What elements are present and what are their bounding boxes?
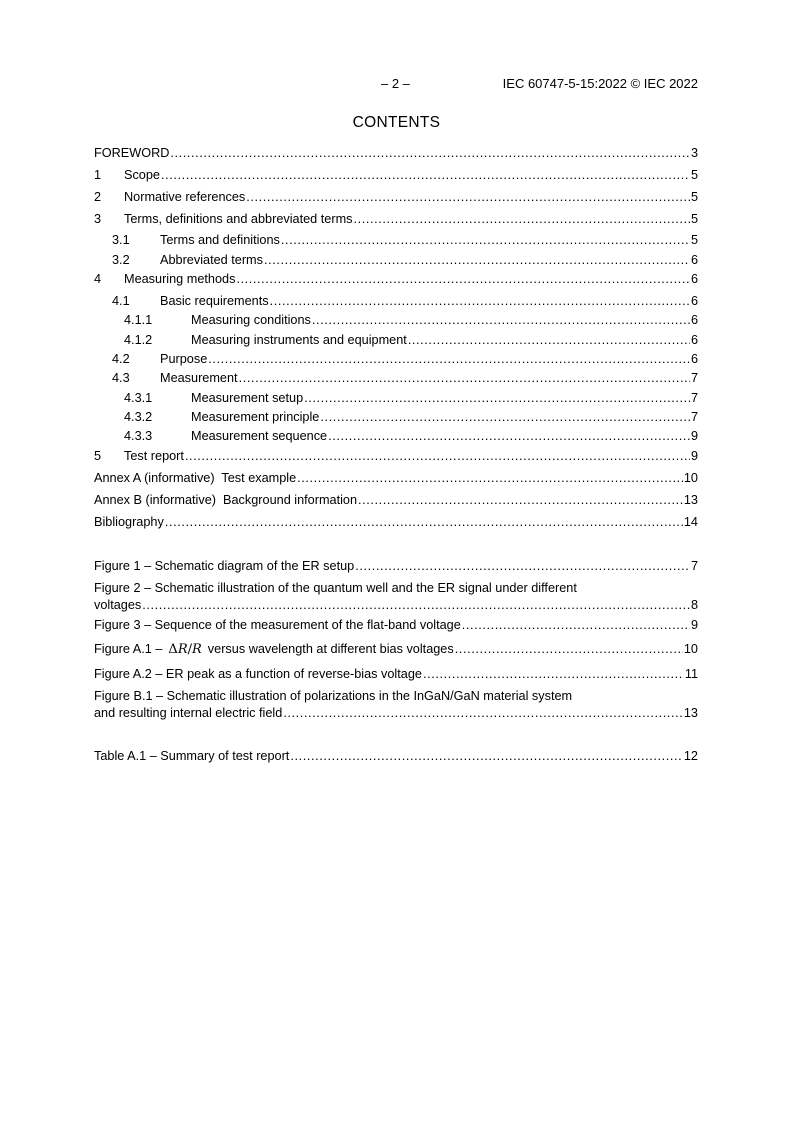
- toc-entry-page: 7: [690, 371, 698, 385]
- toc-entry-scope[interactable]: [94, 167, 698, 184]
- toc-entry-number: 4.3.3: [124, 429, 153, 443]
- figure-entry-page: 9: [690, 618, 698, 632]
- toc-entry-basic-requirements[interactable]: [94, 293, 698, 310]
- toc-entry-page: 13: [683, 493, 698, 507]
- toc-entry-text: Measuring instruments and equipment: [191, 333, 407, 347]
- toc-entry-measurement-setup[interactable]: [94, 390, 698, 407]
- toc-entry-normative-references[interactable]: [94, 189, 698, 206]
- toc-entry-number: 3: [94, 212, 102, 226]
- figure-entry-page: 7: [690, 559, 698, 573]
- toc-entry-page: 6: [690, 352, 698, 366]
- toc-entry-text: FOREWORD: [94, 146, 170, 160]
- figure-entry-text: Figure 3 – Sequence of the measurement of the flat-band voltage: [94, 618, 461, 632]
- toc-entry-text: Bibliography: [94, 515, 164, 529]
- figure-entry-text-line1: Figure 2 – Schematic illustration of the quantum well and the ER signal under different: [94, 581, 577, 595]
- toc-entry-text: Measuring methods: [124, 272, 236, 286]
- toc-entry-number: 4.3: [112, 371, 130, 385]
- table-entry-text: Table A.1 – Summary of test report: [94, 749, 290, 763]
- figure-entry-page: 13: [683, 706, 698, 720]
- toc-entry-page: 6: [690, 294, 698, 308]
- toc-entry-number: 1: [94, 168, 102, 182]
- toc-entry-text: Normative references: [124, 190, 246, 204]
- figure-entry-a1[interactable]: [94, 641, 698, 658]
- toc-entry-measuring-instruments[interactable]: [94, 332, 698, 349]
- toc-entry-page: 9: [690, 429, 698, 443]
- toc-entry-number: 3.2: [112, 253, 130, 267]
- toc-entry-abbreviated-terms[interactable]: [94, 252, 698, 269]
- toc-entry-page: 7: [690, 391, 698, 405]
- toc-entry-text: Measurement sequence: [191, 429, 328, 443]
- toc-entry-text: Measurement setup: [191, 391, 304, 405]
- figure-entry-text: Figure 1 – Schematic diagram of the ER setup: [94, 559, 355, 573]
- toc-entry-page: 5: [690, 168, 698, 182]
- r-symbol: R: [177, 642, 188, 657]
- toc-entry-terms-definitions[interactable]: [94, 232, 698, 249]
- figure-entry-page: 10: [683, 642, 698, 656]
- toc-entry-page: 3: [690, 146, 698, 160]
- toc-entry-number: 4.1: [112, 294, 130, 308]
- toc-entry-number: 4.1.1: [124, 313, 153, 327]
- delta-symbol: Δ: [168, 642, 178, 657]
- toc-entry-measurement-sequence[interactable]: [94, 428, 698, 445]
- toc-entry-page: 5: [690, 212, 698, 226]
- toc-entry-text: Terms and definitions: [160, 233, 280, 247]
- toc-entry-number: 2: [94, 190, 102, 204]
- figure-entry-suffix: versus wavelength at different bias voltages: [207, 642, 454, 656]
- toc-entry-foreword[interactable]: [94, 145, 698, 162]
- figure-entry-1[interactable]: [94, 558, 698, 575]
- toc-entry-text: Test report: [124, 449, 184, 463]
- figure-entry-text: Figure A.2 – ER peak as a function of reverse-bias voltage: [94, 667, 422, 681]
- toc-entry-page: 14: [683, 515, 698, 529]
- toc-entry-text: Annex B (informative) Background information: [94, 493, 358, 507]
- table-entry-a1[interactable]: [94, 748, 698, 765]
- toc-entry-measurement-principle[interactable]: [94, 409, 698, 426]
- toc-entry-page: 9: [690, 449, 698, 463]
- figure-entry-a2[interactable]: [94, 666, 698, 683]
- toc-entry-number: 4.1.2: [124, 333, 153, 347]
- figure-entry-text-line1: Figure B.1 – Schematic illustration of polarizations in the InGaN/GaN material system: [94, 689, 573, 703]
- figure-entry-3[interactable]: [94, 617, 698, 634]
- slash-symbol: /: [187, 642, 192, 657]
- toc-entry-page: 6: [690, 333, 698, 347]
- toc-entry-terms[interactable]: [94, 211, 698, 228]
- toc-entry-page: 6: [690, 313, 698, 327]
- figure-entry-text-line2: voltages: [94, 598, 142, 612]
- toc-entry-annex-b[interactable]: [94, 492, 698, 509]
- figure-entry-text-line2: and resulting internal electric field: [94, 706, 283, 720]
- toc-entry-annex-a[interactable]: [94, 470, 698, 487]
- toc-entry-text: Basic requirements: [160, 294, 269, 308]
- document-id: IEC 60747-5-15:2022 © IEC 2022: [502, 76, 698, 91]
- figure-entry-2[interactable]: [94, 580, 698, 614]
- r-symbol: R: [192, 642, 202, 657]
- page-title: CONTENTS: [352, 114, 441, 131]
- figure-entry-page: 8: [690, 598, 698, 612]
- toc-entry-number: 4.2: [112, 352, 130, 366]
- page-number: – 2 –: [381, 76, 410, 91]
- toc-entry-page: 10: [683, 471, 698, 485]
- toc-entry-bibliography[interactable]: [94, 514, 698, 531]
- toc-entry-text: Annex A (informative) Test example: [94, 471, 297, 485]
- delta-r-over-r-formula: [168, 641, 201, 658]
- toc-entry-text: Terms, definitions and abbreviated terms: [124, 212, 353, 226]
- toc-entry-number: 4.3.2: [124, 410, 153, 424]
- toc-entry-test-report[interactable]: [94, 448, 698, 465]
- table-entry-page: 12: [683, 749, 698, 763]
- figure-entry-prefix: Figure A.1 –: [94, 642, 163, 656]
- toc-entry-text: Purpose: [160, 352, 208, 366]
- toc-entry-number: 4.3.1: [124, 391, 153, 405]
- toc-entry-text: Measurement principle: [191, 410, 320, 424]
- toc-entry-number: 4: [94, 272, 102, 286]
- toc-entry-text: Scope: [124, 168, 160, 182]
- figure-entry-b1[interactable]: [94, 688, 698, 722]
- toc-entry-page: 5: [690, 190, 698, 204]
- toc-entry-number: 5: [94, 449, 102, 463]
- toc-entry-measuring-methods[interactable]: [94, 271, 698, 288]
- toc-entry-number: 3.1: [112, 233, 130, 247]
- toc-entry-page: 5: [690, 233, 698, 247]
- toc-entry-text: Measurement: [160, 371, 238, 385]
- toc-entry-text: Abbreviated terms: [160, 253, 263, 267]
- toc-entry-page: 6: [690, 253, 698, 267]
- toc-entry-page: 7: [690, 410, 698, 424]
- toc-entry-measurement[interactable]: [94, 370, 698, 387]
- toc-entry-text: Measuring conditions: [191, 313, 311, 327]
- toc-entry-purpose[interactable]: [94, 351, 698, 368]
- toc-entry-measuring-conditions[interactable]: [94, 312, 698, 329]
- toc-entry-page: 6: [690, 272, 698, 286]
- figure-entry-page: 11: [684, 667, 698, 681]
